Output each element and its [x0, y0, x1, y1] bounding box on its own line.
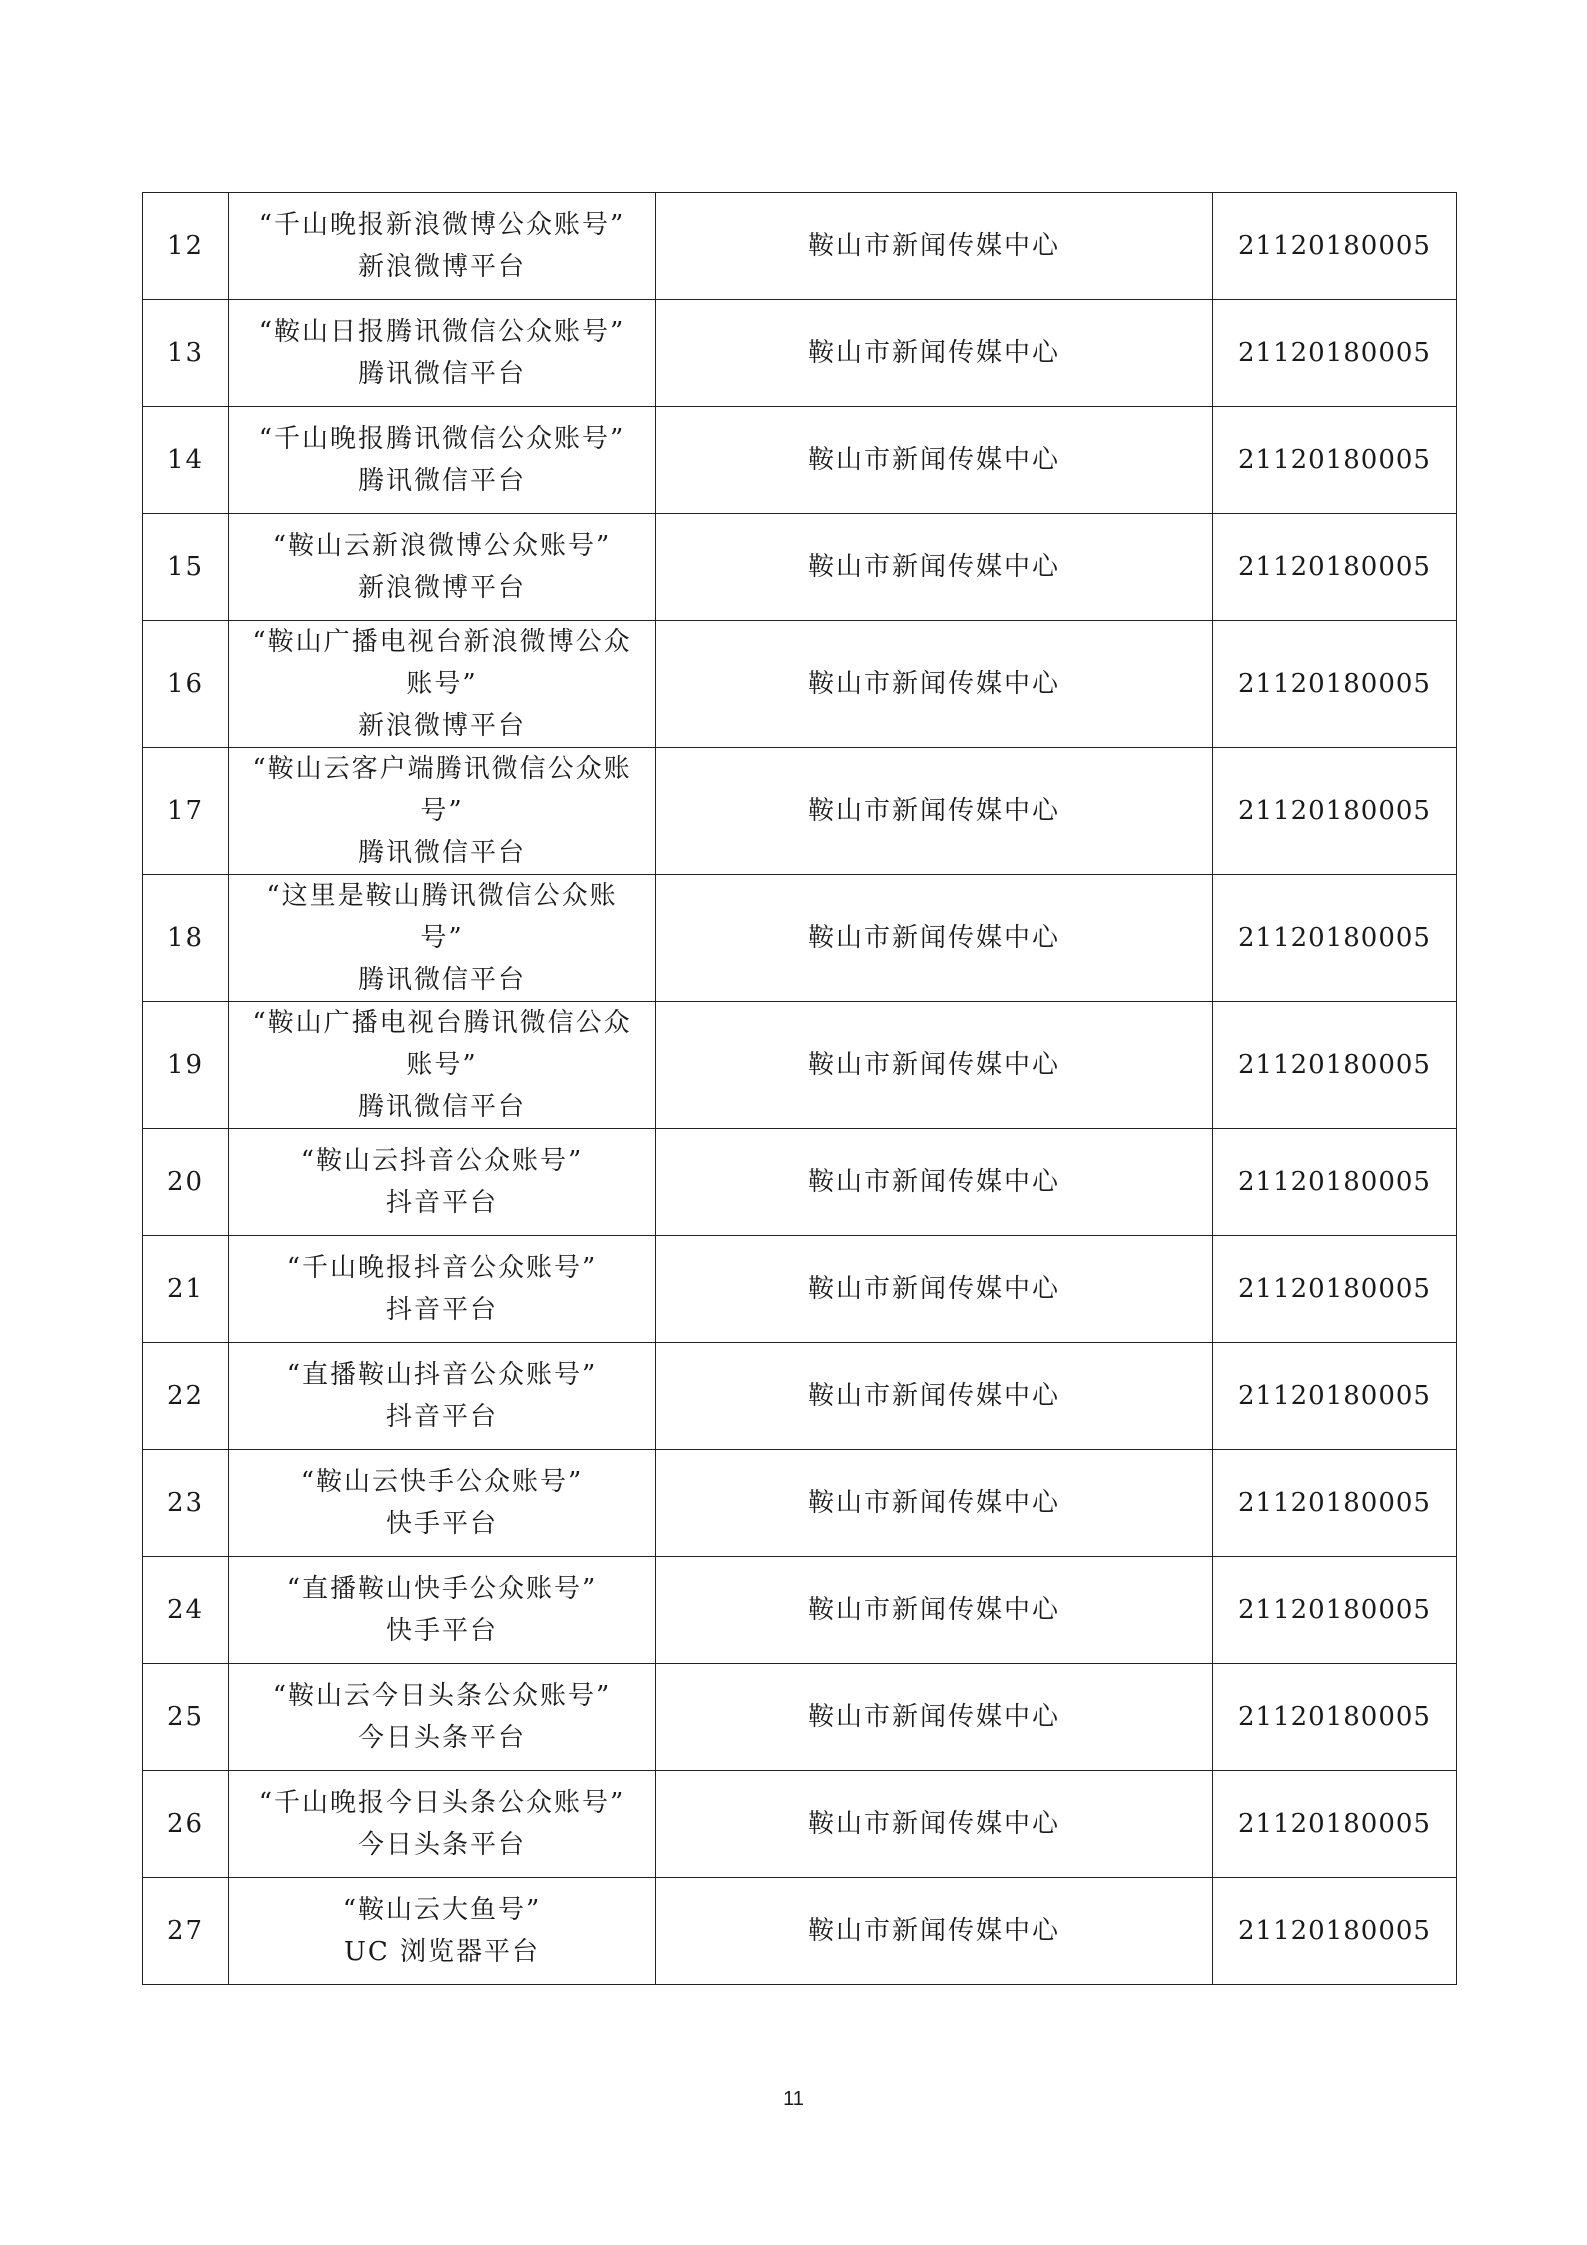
account-name-line: “鞍山云新浪微博公众账号” [272, 531, 612, 561]
organization-cell: 鞍山市新闻传媒中心 [656, 1002, 1213, 1129]
account-name-line: 今日头条平台 [357, 1830, 526, 1860]
account-name-line: 今日头条平台 [357, 1723, 526, 1753]
account-name-line: 抖音平台 [385, 1188, 498, 1218]
account-name-line: “千山晚报今日头条公众账号” [258, 1788, 626, 1818]
license-code-cell: 21120180005 [1213, 514, 1457, 621]
table-row [143, 748, 1457, 875]
account-name-line: “鞍山云今日头条公众账号” [272, 1681, 612, 1711]
row-number-cell: 14 [143, 407, 229, 514]
license-code-cell: 21120180005 [1213, 407, 1457, 514]
license-code-cell: 21120180005 [1213, 621, 1457, 748]
table-row [143, 1236, 1457, 1343]
license-code-cell: 21120180005 [1213, 1002, 1457, 1129]
account-name-cell [229, 407, 656, 514]
account-name-cell [229, 1343, 656, 1450]
account-name-line: “鞍山云大鱼号” [342, 1895, 542, 1925]
license-code-cell: 21120180005 [1213, 875, 1457, 1002]
table-row [143, 875, 1457, 1002]
table-row [143, 1450, 1457, 1557]
organization-cell: 鞍山市新闻传媒中心 [656, 1236, 1213, 1343]
account-name-line: “千山晚报新浪微博公众账号” [258, 210, 626, 240]
account-name-line: “鞍山广播电视台腾讯微信公众 [252, 1008, 632, 1038]
license-code-cell: 21120180005 [1213, 1450, 1457, 1557]
license-code-cell: 21120180005 [1213, 748, 1457, 875]
organization-cell: 鞍山市新闻传媒中心 [656, 1343, 1213, 1450]
row-number-cell: 15 [143, 514, 229, 621]
account-name-cell [229, 621, 656, 748]
account-name-line: 新浪微博平台 [357, 573, 526, 603]
row-number-cell: 21 [143, 1236, 229, 1343]
license-code-cell: 21120180005 [1213, 1236, 1457, 1343]
account-name-line: “鞍山日报腾讯微信公众账号” [258, 317, 626, 347]
license-code-cell: 21120180005 [1213, 1343, 1457, 1450]
account-name-line: 快手平台 [385, 1616, 498, 1646]
account-name-line: “鞍山云抖音公众账号” [300, 1146, 584, 1176]
account-name-cell [229, 193, 656, 300]
account-name-line: 新浪微博平台 [357, 252, 526, 282]
organization-cell: 鞍山市新闻传媒中心 [656, 1129, 1213, 1236]
row-number-cell: 24 [143, 1557, 229, 1664]
page-number: 11 [783, 2088, 804, 2110]
row-number-cell: 25 [143, 1664, 229, 1771]
row-number-cell: 23 [143, 1450, 229, 1557]
account-name-cell [229, 1557, 656, 1664]
organization-cell: 鞍山市新闻传媒中心 [656, 875, 1213, 1002]
account-name-cell [229, 1236, 656, 1343]
account-name-cell [229, 748, 656, 875]
account-name-line: 账号” [406, 1050, 478, 1080]
table-row [143, 1664, 1457, 1771]
license-code-cell: 21120180005 [1213, 1664, 1457, 1771]
table-row [143, 300, 1457, 407]
account-name-line: “鞍山云客户端腾讯微信公众账 [252, 754, 632, 784]
organization-cell: 鞍山市新闻传媒中心 [656, 1878, 1213, 1985]
table-row [143, 407, 1457, 514]
organization-cell: 鞍山市新闻传媒中心 [656, 193, 1213, 300]
organization-cell: 鞍山市新闻传媒中心 [656, 300, 1213, 407]
account-name-cell [229, 1129, 656, 1236]
account-name-cell [229, 875, 656, 1002]
row-number-cell: 12 [143, 193, 229, 300]
account-name-cell [229, 1664, 656, 1771]
account-name-line: “千山晚报腾讯微信公众账号” [258, 424, 626, 454]
table-row [143, 193, 1457, 300]
organization-cell: 鞍山市新闻传媒中心 [656, 1557, 1213, 1664]
account-name-line: 腾讯微信平台 [357, 965, 526, 995]
table-row [143, 1878, 1457, 1985]
account-name-line: “直播鞍山快手公众账号” [286, 1574, 598, 1604]
account-name-line: “千山晚报抖音公众账号” [286, 1253, 598, 1283]
account-name-cell [229, 300, 656, 407]
table-row [143, 1771, 1457, 1878]
account-name-line: 账号” [406, 669, 478, 699]
account-name-line: “鞍山云快手公众账号” [300, 1467, 584, 1497]
account-name-line: 腾讯微信平台 [357, 1092, 526, 1122]
account-name-line: 腾讯微信平台 [357, 359, 526, 389]
account-name-line: 抖音平台 [385, 1295, 498, 1325]
row-number-cell: 19 [143, 1002, 229, 1129]
account-name-line: 新浪微博平台 [357, 711, 526, 741]
row-number-cell: 13 [143, 300, 229, 407]
account-name-line: 号” [420, 796, 464, 826]
license-code-cell: 21120180005 [1213, 1557, 1457, 1664]
organization-cell: 鞍山市新闻传媒中心 [656, 407, 1213, 514]
license-code-cell: 21120180005 [1213, 1878, 1457, 1985]
table-row [143, 514, 1457, 621]
organization-cell: 鞍山市新闻传媒中心 [656, 1664, 1213, 1771]
organization-cell: 鞍山市新闻传媒中心 [656, 1450, 1213, 1557]
organization-cell: 鞍山市新闻传媒中心 [656, 748, 1213, 875]
account-name-line: “鞍山广播电视台新浪微博公众 [252, 627, 632, 657]
license-code-cell: 21120180005 [1213, 193, 1457, 300]
row-number-cell: 16 [143, 621, 229, 748]
account-name-cell [229, 1771, 656, 1878]
license-code-cell: 21120180005 [1213, 1771, 1457, 1878]
organization-cell: 鞍山市新闻传媒中心 [656, 1771, 1213, 1878]
account-name-line: 快手平台 [385, 1509, 498, 1539]
account-name-cell [229, 1002, 656, 1129]
accounts-table-body [143, 193, 1457, 1985]
row-number-cell: 18 [143, 875, 229, 1002]
account-name-line: “直播鞍山抖音公众账号” [286, 1360, 598, 1390]
account-name-line: 腾讯微信平台 [357, 838, 526, 868]
row-number-cell: 26 [143, 1771, 229, 1878]
table-row [143, 1002, 1457, 1129]
row-number-cell: 27 [143, 1878, 229, 1985]
account-name-line: UC 浏览器平台 [343, 1937, 541, 1967]
row-number-cell: 22 [143, 1343, 229, 1450]
accounts-table [142, 192, 1457, 1985]
account-name-line: “这里是鞍山腾讯微信公众账 [266, 881, 618, 911]
account-name-line: 腾讯微信平台 [357, 466, 526, 496]
account-name-line: 抖音平台 [385, 1402, 498, 1432]
row-number-cell: 17 [143, 748, 229, 875]
table-row [143, 1343, 1457, 1450]
account-name-line: 号” [420, 923, 464, 953]
license-code-cell: 21120180005 [1213, 1129, 1457, 1236]
row-number-cell: 20 [143, 1129, 229, 1236]
table-row [143, 1129, 1457, 1236]
account-name-cell [229, 514, 656, 621]
organization-cell: 鞍山市新闻传媒中心 [656, 514, 1213, 621]
table-row [143, 1557, 1457, 1664]
organization-cell: 鞍山市新闻传媒中心 [656, 621, 1213, 748]
account-name-cell [229, 1450, 656, 1557]
account-name-cell [229, 1878, 656, 1985]
license-code-cell: 21120180005 [1213, 300, 1457, 407]
table-row [143, 621, 1457, 748]
